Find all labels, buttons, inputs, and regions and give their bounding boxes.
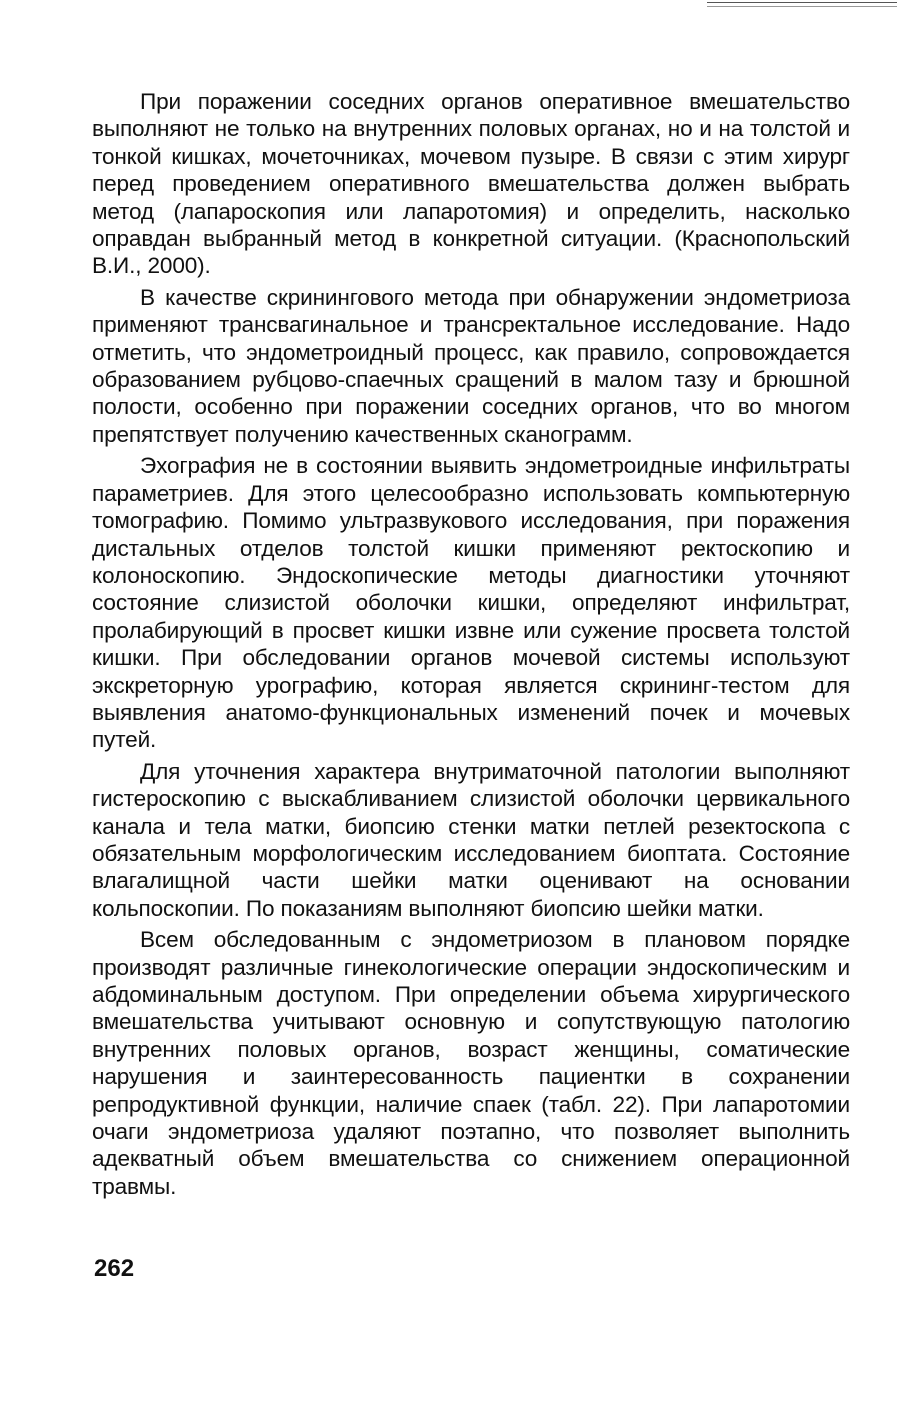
header-rule: [707, 2, 897, 7]
page-body: [92, 88, 850, 1204]
paragraph-3: Эхография не в состоянии выявить эндометроидные инфильтраты параметриев. Для этого целесообразно использовать компьютерную томографию. Помимо ультразвукового исследования, при поражения дистальных отделов толстой кишки применяют ректоскопию и колоноскопию. Эндоскопические методы диагностики уточняют состояние слизистой оболочки кишки, определяют инфильтрат, пролабирующий в просвет кишки извне или сужение просвета толстой кишки. При обследовании органов мочевой системы используют экскреторную урографию, которая является скрининг-тестом для выявления анатомо-функциональных изменений почек и мочевых путей.: [92, 453, 850, 753]
paragraph-2: В качестве скринингового метода при обнаружении эндометриоза применяют трансвагинальное и трансректальное исследование. Надо отметить, что эндометроидный процесс, как правило, сопровождается образованием рубцово-спаечных сращений в малом тазу и брюшной полости, особенно при поражении соседних органов, что во многом препятствует получению качественных сканограмм.: [92, 284, 850, 447]
page-number: 262: [94, 1255, 135, 1282]
paragraph-5: Всем обследованным с эндометриозом в плановом порядке производят различные гинекологические операции эндоскопическим и абдоминальным доступом. При определении объема хирургического вмешательства учитывают основную и сопутствующую патологию внутренних половых органов, возраст женщины, соматические нарушения и заинтересованность пациентки в сохранении репродуктивной функции, наличие спаек (табл. 22). При лапаротомии очаги эндометриоза удаляют поэтапно, что позволяет выполнить адекватный объем вмешательства со снижением операционной травмы.: [92, 927, 850, 1199]
paragraph-4: Для уточнения характера внутриматочной патологии выполняют гистероскопию с выскабливанием слизистой оболочки цервикального канала и тела матки, биопсию стенки матки петлей резектоскопа с обязательным морфологическим исследованием биоптата. Состояние влагалищной части шейки матки оценивают на основании кольпоскопии. По показаниям выполняют биопсию шейки матки.: [92, 758, 850, 921]
paragraph-1: При поражении соседних органов оперативное вмешательство выполняют не только на внутренних половых органах, но и на толстой и тонкой кишках, мочеточниках, мочевом пузыре. В связи с этим хирург перед проведением оперативного вмешательства должен выбрать метод (лапароскопия или лапаротомия) и определить, насколько оправдан выбранный метод в конкретной ситуации. (Краснопольский В.И., 2000).: [92, 89, 850, 279]
